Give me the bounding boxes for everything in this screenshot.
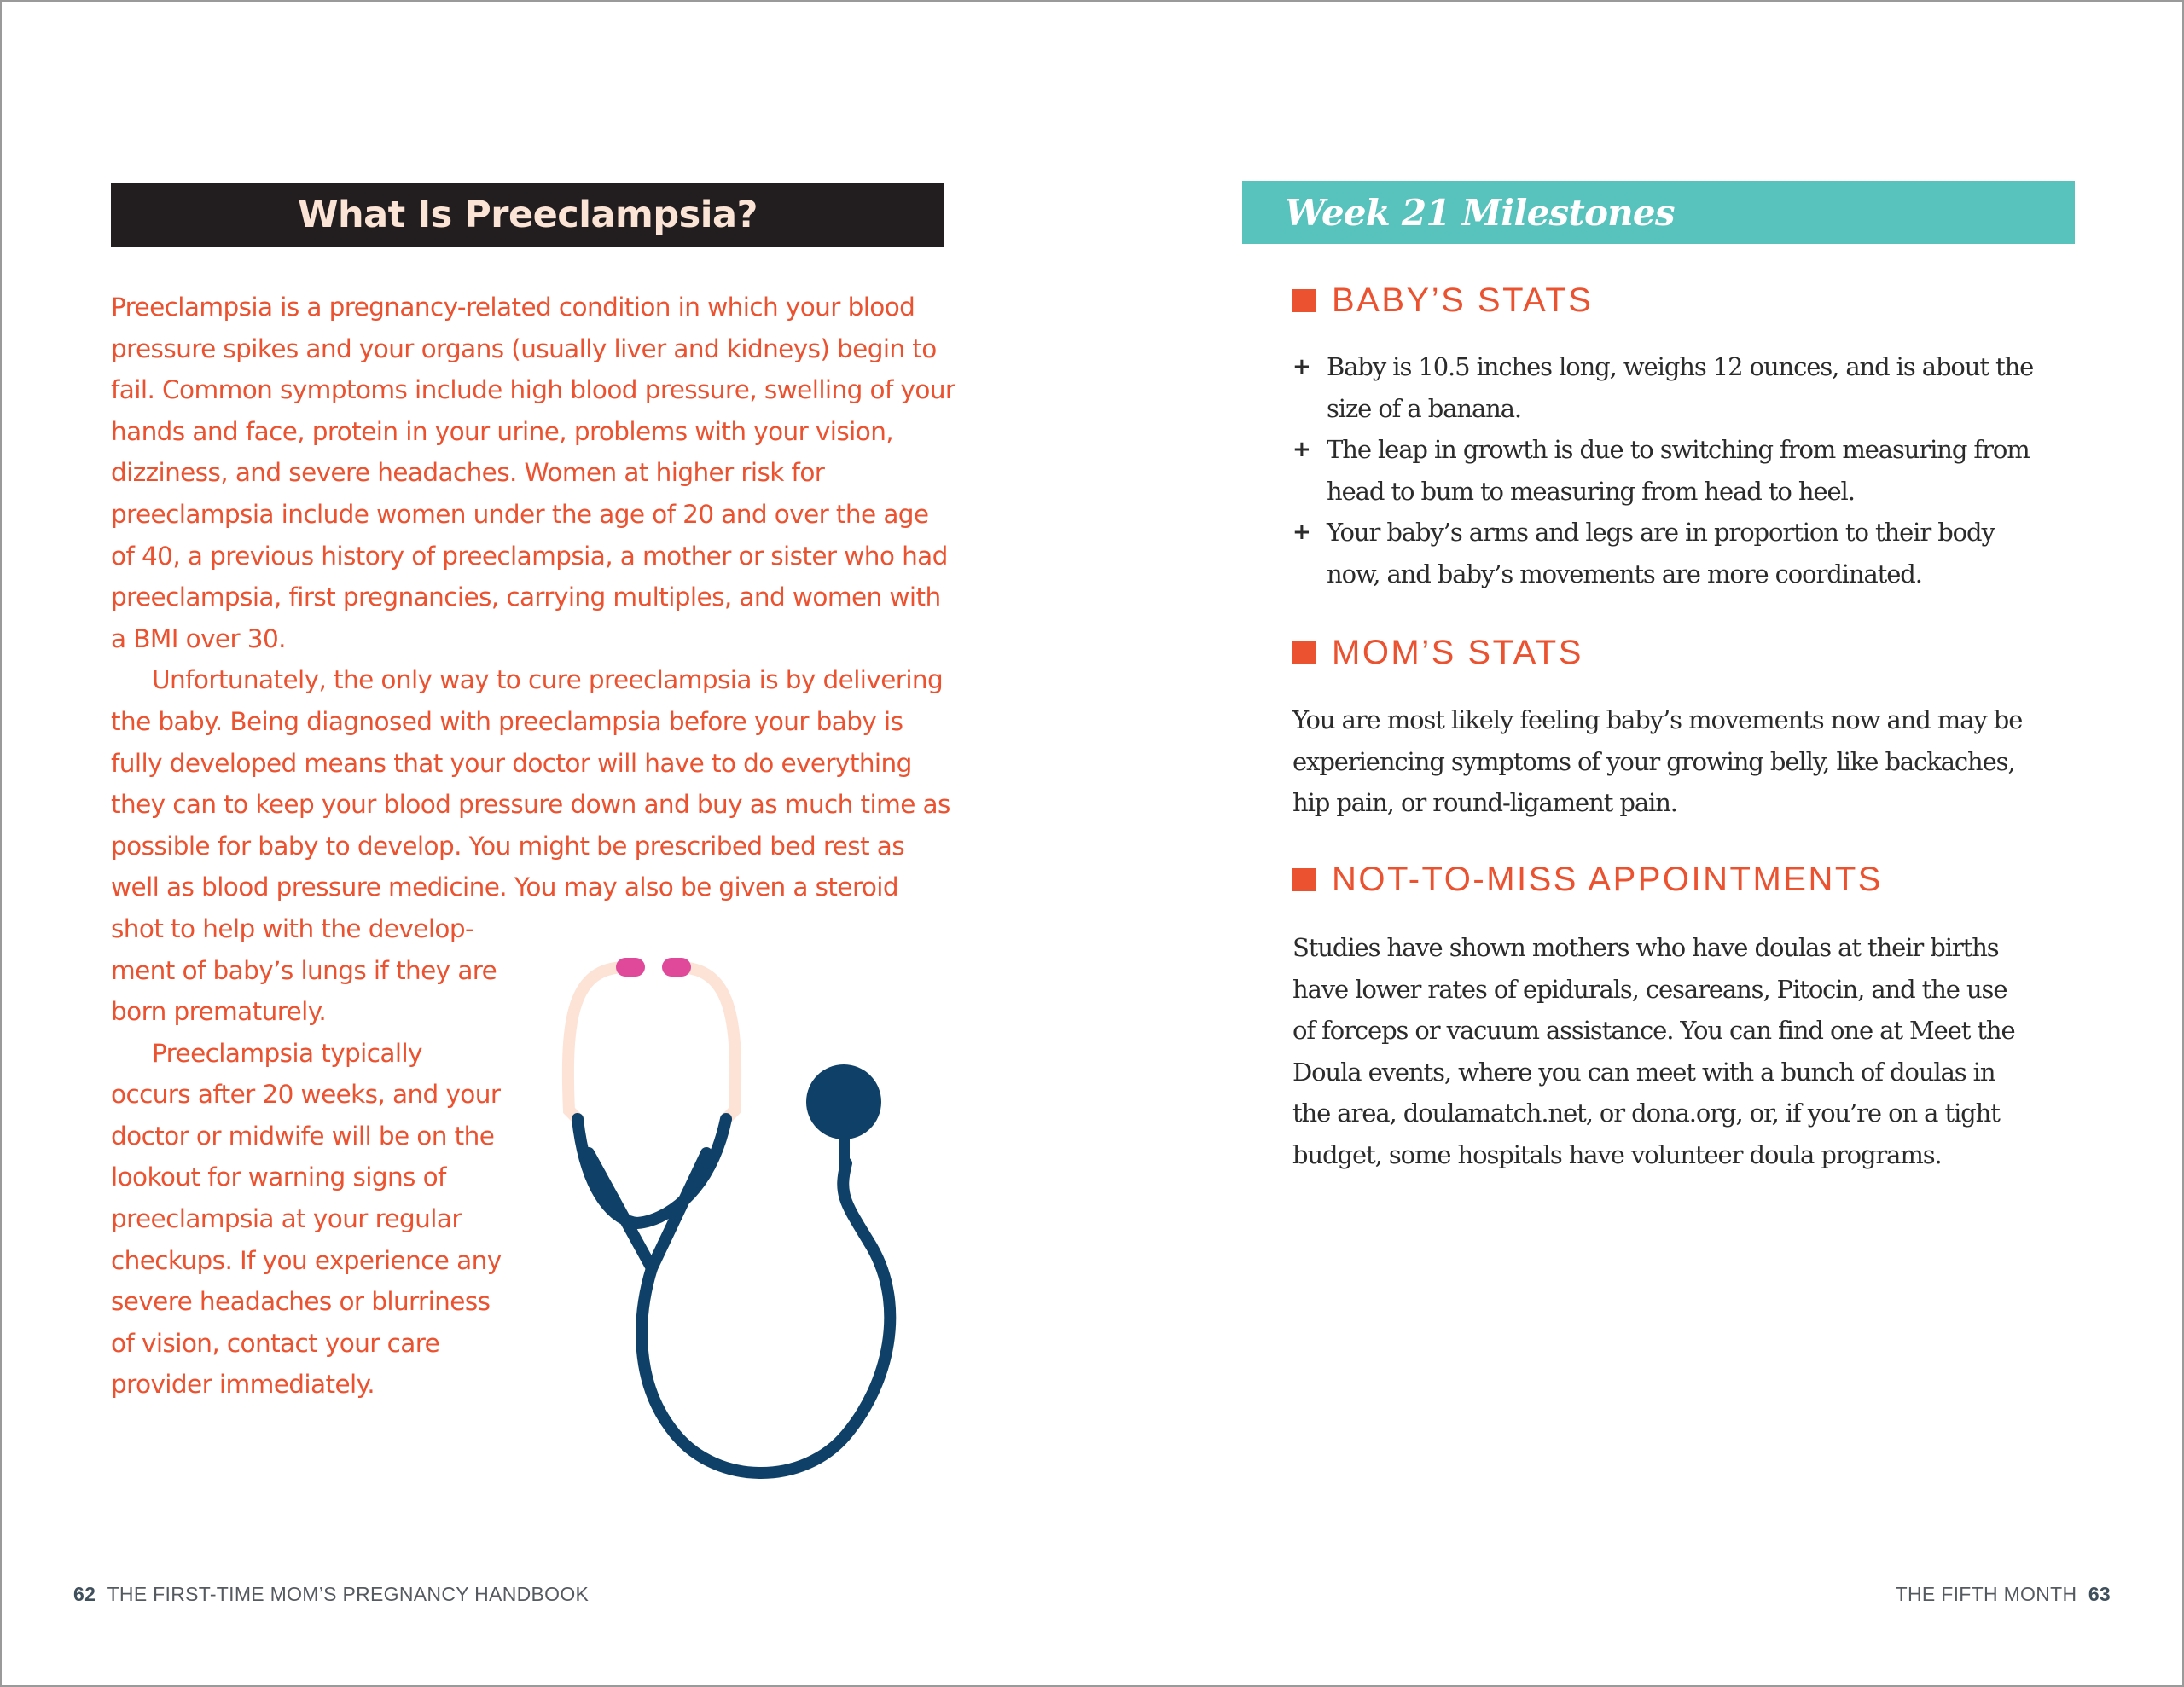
square-bullet-icon [1292, 641, 1316, 664]
page-number-left: 62 [73, 1583, 96, 1605]
footer-left [73, 1583, 589, 1606]
plus-icon: + [1292, 354, 1310, 380]
list-item [1292, 512, 2043, 594]
square-bullet-icon [1292, 289, 1316, 312]
page-number-right: 63 [2088, 1583, 2111, 1605]
bullet-text: Baby is 10.5 inches long, weighs 12 ounces, and is about the size of a banana. [1327, 352, 2034, 423]
list-item [1292, 346, 2043, 429]
moms-stats-heading [1292, 634, 1583, 672]
preeclampsia-title: What Is Preeclampsia? [298, 194, 758, 236]
moms-stats-text: You are most likely feeling baby’s movements now and may be experiencing symptoms of your growing belly, like backaches, hip pain, or round-ligament pain. [1292, 705, 2023, 817]
babys-stats-heading-text: BABY’S STATS [1332, 281, 1594, 319]
square-bullet-icon [1292, 868, 1316, 891]
moms-stats-heading-text: MOM’S STATS [1332, 634, 1583, 671]
babys-stats-heading [1292, 281, 1593, 320]
preeclampsia-paragraph-3: Preeclampsia typically occurs after 20 weeks, and your doctor or midwife will be on the lookout for warning signs of preeclampsia at your regular checkups. If you experience any severe headaches or blurriness of vision, contact your care provider immediately. [111, 1038, 502, 1400]
plus-icon: + [1292, 519, 1310, 545]
preeclampsia-banner [111, 183, 944, 247]
footer-right [1896, 1583, 2111, 1606]
book-title-footer: THE FIRST-TIME MOM’S PREGNANCY HANDBOOK [107, 1583, 590, 1605]
babys-stats-list [1292, 346, 2043, 594]
bullet-text: Your baby’s arms and legs are in proportion to their body now, and baby’s movements are more coordinated. [1327, 518, 1995, 588]
appointments-text: Studies have shown mothers who have doulas at their births have lower rates of epidurals, cesareans, Pitocin, and the use of forceps or vacuum assistance. You can find one at Meet the Doula events, where you can meet with a bunch of doulas in the area, doulamatch.net, or dona.org, or, if you’re on a tight budget, some hospitals have volunteer doula programs. [1292, 933, 2015, 1169]
stethoscope-icon [548, 940, 940, 1494]
preeclampsia-paragraph-1: Preeclampsia is a pregnancy-related condition in which your blood pressure spikes and your organs (usually liver and kidneys) begin to fail. Common symptoms include high blood pressure, swelling of your hands and face, protein in your urine, problems with your vision, dizziness, and severe headaches. Women at higher risk for preeclampsia include women under the age of 20 and over the age of 40, a previous history of preeclampsia, a mother or sister who had preeclampsia, first pregnancies, carrying multiples, and women with a BMI over 30. [111, 293, 956, 653]
milestones-title: Week 21 Milestones [1285, 191, 1675, 234]
chapter-title-footer: THE FIFTH MONTH [1895, 1583, 2077, 1605]
bullet-text: The leap in growth is due to switching from measuring from head to bum to measuring from head to heel. [1327, 435, 2030, 506]
preeclampsia-paragraph-2: Unfortunately, the only way to cure preeclampsia is by delivering the baby. Being diagnosed with preeclampsia before your baby is fully developed means that your doctor will have to do everything they can to keep your blood pressure down and buy as much time as possible for baby to develop. You might be prescribed bed rest as well as blood pressure medicine. You may also be given a steroid shot to help with the development of baby’s lungs if they are born prematurely. [111, 665, 950, 1027]
appointments-heading-text: NOT-TO-MISS APPOINTMENTS [1332, 861, 1883, 898]
list-item [1292, 429, 2043, 512]
appointments-heading [1292, 861, 1883, 899]
milestones-banner [1242, 181, 2075, 244]
plus-icon: + [1292, 437, 1310, 462]
